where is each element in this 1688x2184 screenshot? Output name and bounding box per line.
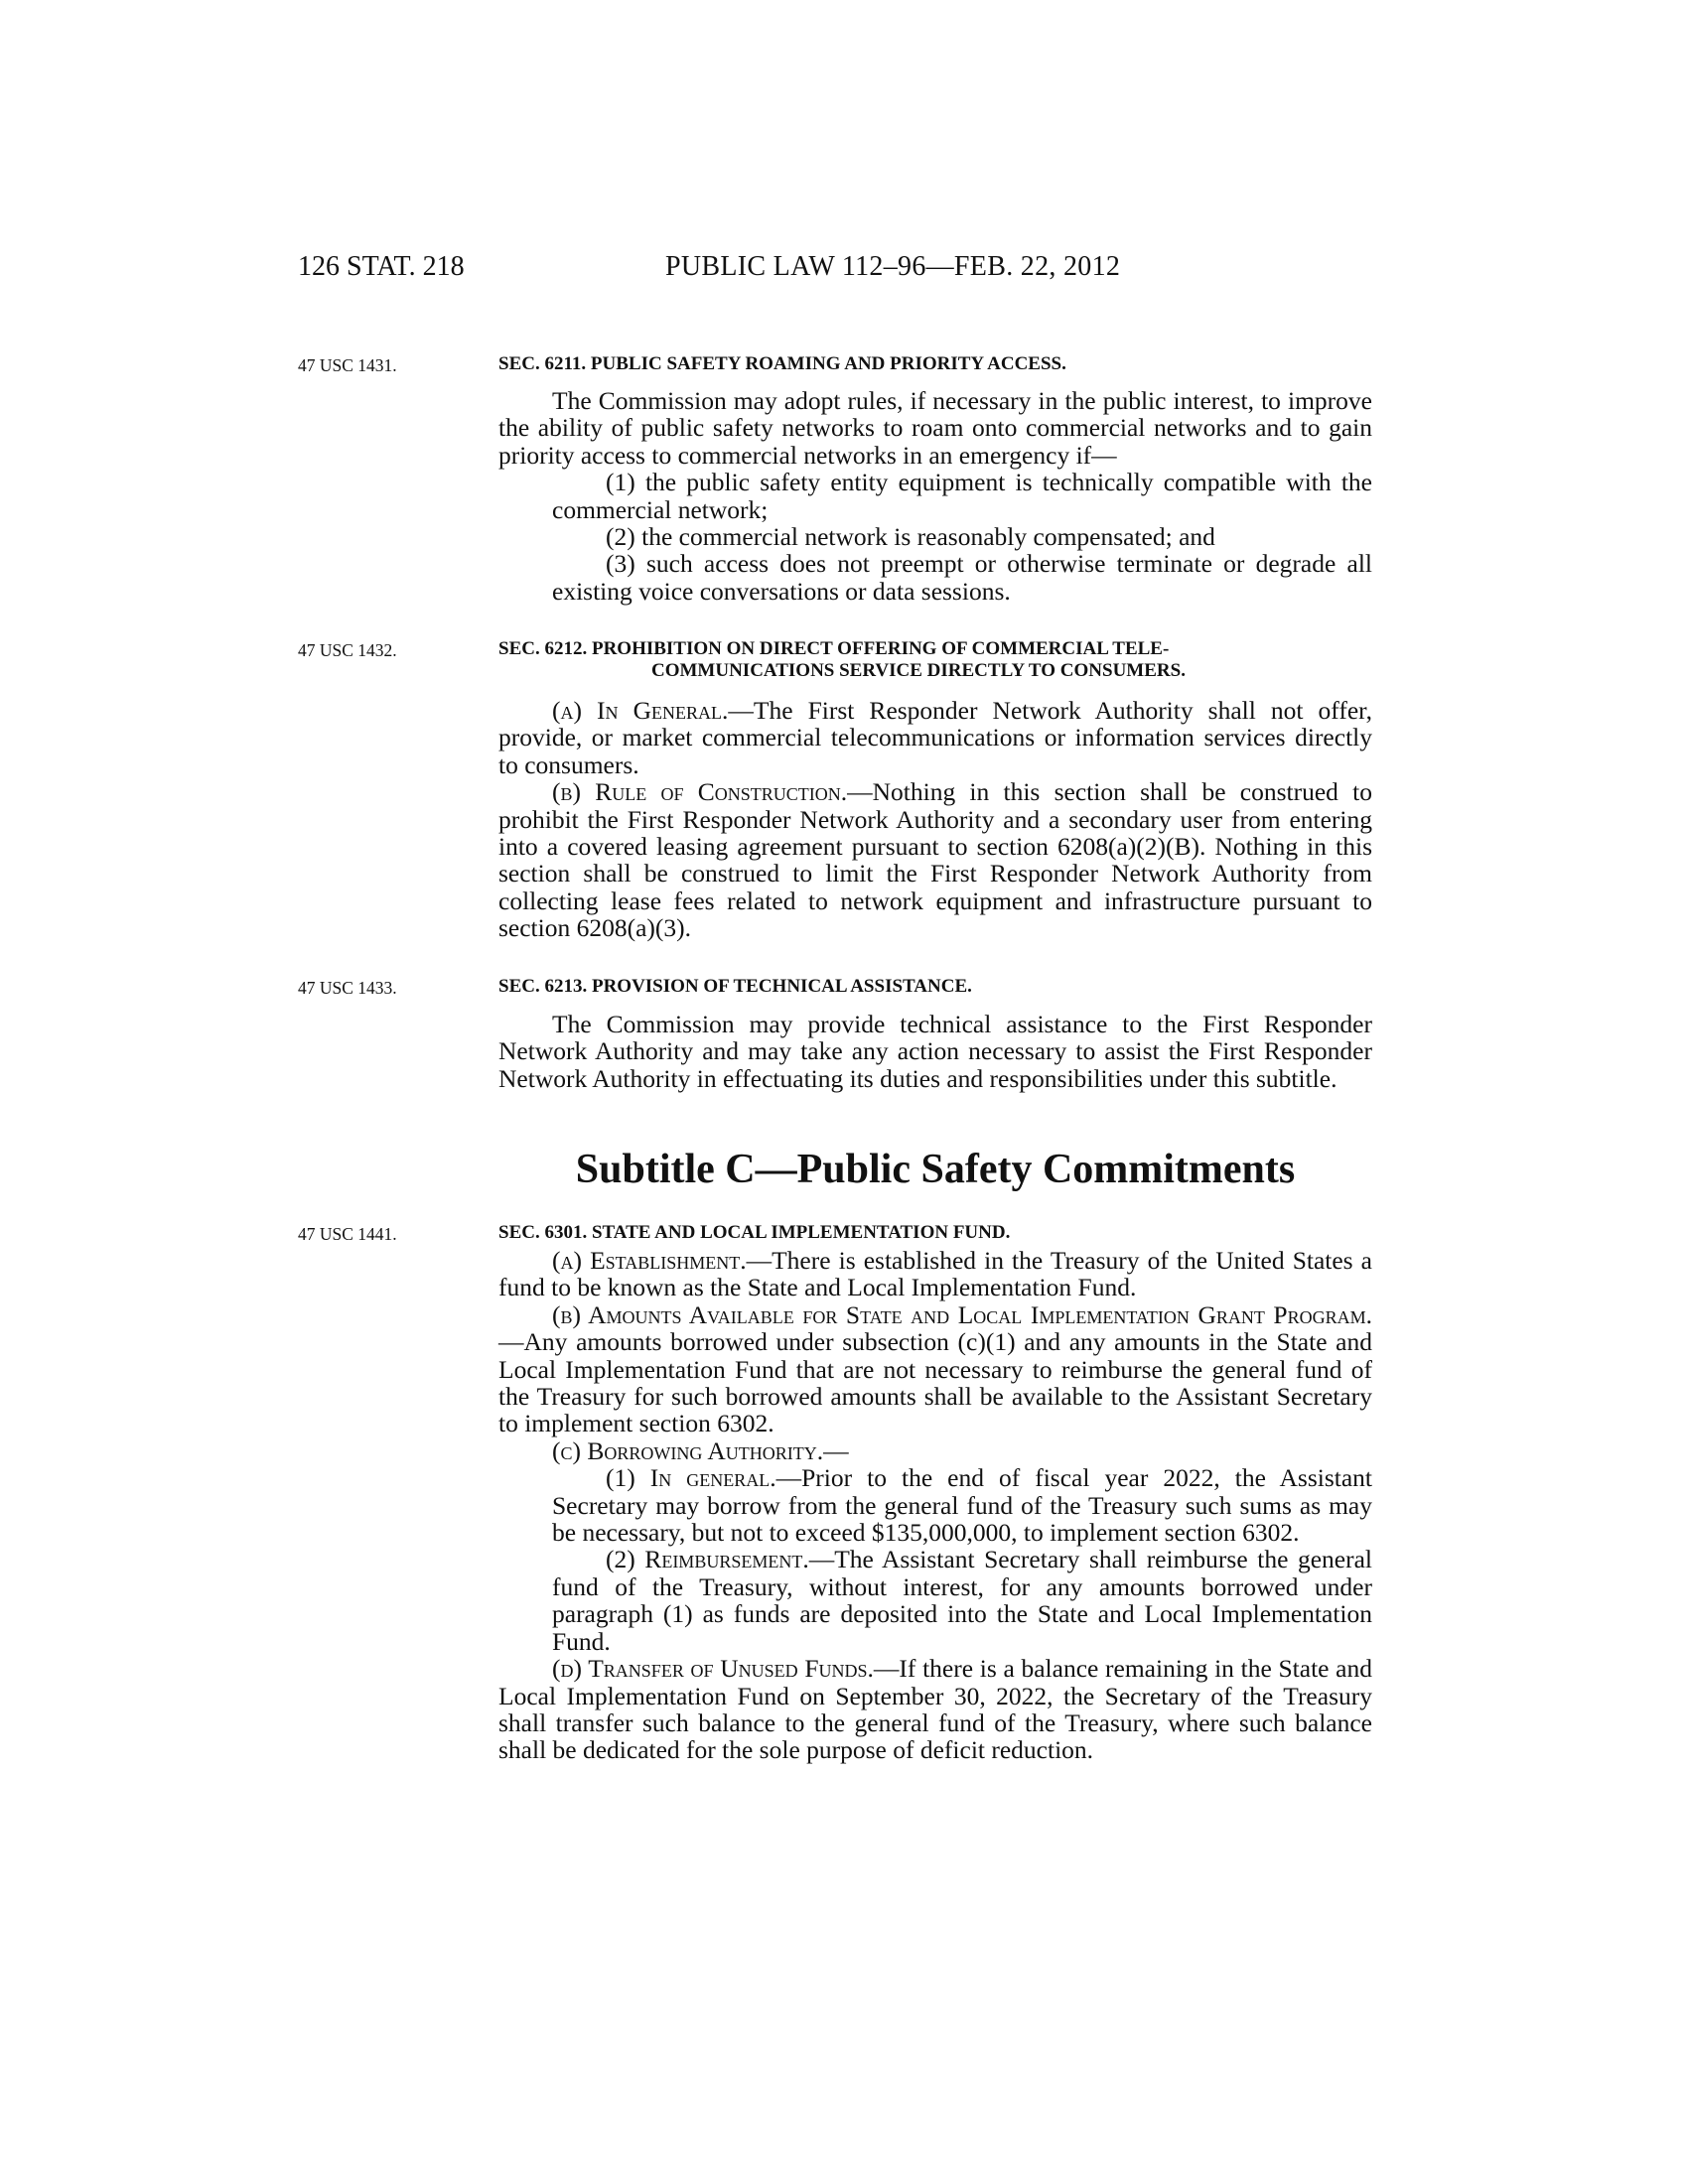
subsection-b [498,778,1372,941]
subsection-text: —If there is a balance remaining in the State and Local Implementation Fund on September 30, 2022, the Secretary of the Treasury shall transfer such balance to the general fund of the Treasury, where such balance shall be dedicated for the sole purpose of deficit reduction. [498,1654,1372,1765]
section-heading-6301: SEC. 6301. STATE AND LOCAL IMPLEMENTATION FUND. [498,1222,1011,1243]
subsection-label: (a) Establishment. [552,1246,747,1275]
paragraph: The Commission may provide technical assistance to the First Responder Network Authority and may take any action necessary to assist the First Responder Network Authority in effectuating its duties and responsibilities under this subtitle. [498,1010,1372,1093]
subsection-text: —Any amounts borrowed under subsection (c)(1) and any amounts in the State and Local Implementation Fund that are not necessary to reimburse the general fund of the Treasury for such borrowed amounts shall be available to the Assistant Secretary to implement section 6302. [498,1327,1372,1438]
list-item: (3) such access does not preempt or otherwise terminate or degrade all existing voice conversations or data sessions. [552,549,1372,606]
subsection-text: —Nothing in this section shall be construed to prohibit the First Responder Network Authority and a secondary user from entering into a covered leasing agreement pursuant to section 6208(a)(2)(B). Nothing in this section shall be construed to limit the First Responder Network Authority from collecting lease fees related to network equipment and infrastructure pursuant to section 6208(a)(3). [498,777,1372,943]
subsection-c [498,1437,1372,1464]
section-heading-6212 [498,638,1382,682]
paragraph-intro: The Commission may adopt rules, if necessary in the public interest, to improve the ability of public safety networks to roam onto commercial networks and to gain priority access to commercial networks in an emergency if— [498,386,1372,470]
margin-citation-6301: 47 USC 1441. [298,1224,397,1244]
paragraph-label: (2) Reimbursement. [606,1545,809,1574]
section-body-6212 [498,697,1372,942]
margin-citation-6211: 47 USC 1431. [298,355,397,375]
subsection-label: (a) In General. [552,696,729,725]
subsection-d [498,1655,1372,1764]
subsection-a [498,1247,1372,1301]
margin-citation-6213: 47 USC 1433. [298,978,397,998]
section-body-6211 [498,387,1372,605]
paragraph-label: (1) In general. [606,1463,776,1493]
margin-citation-6212: 47 USC 1432. [298,640,397,660]
section-heading-6211: SEC. 6211. PUBLIC SAFETY ROAMING AND PRIORITY ACCESS. [498,353,1066,374]
subsection-text: —The First Responder Network Authority shall not offer, provide, or market commercial telecommunications or information services directly to consumers. [498,696,1372,779]
list-item: (1) the public safety entity equipment is technically compatible with the commercial network; [552,468,1372,524]
paragraph-c2 [498,1546,1372,1655]
paragraph-text: —Prior to the end of fiscal year 2022, the Assistant Secretary may borrow from the general fund of the Treasury such sums as may be necessary, but not to exceed $135,000,000, to implement section 6302. [552,1463,1373,1548]
subsection-text: —There is established in the Treasury of the United States a fund to be known as the State and Local Implementation Fund. [498,1246,1373,1302]
stat-page-number: 126 STAT. 218 [298,251,465,282]
section-heading-6213: SEC. 6213. PROVISION OF TECHNICAL ASSISTANCE. [498,976,972,997]
list-item: (2) the commercial network is reasonably compensated; and [606,522,1215,552]
heading-line: SEC. 6212. PROHIBITION ON DIRECT OFFERING OF COMMERCIAL TELE- [498,638,1170,659]
subsection-label: (b) Rule of Construction. [552,777,848,807]
public-law-title: PUBLIC LAW 112–96—FEB. 22, 2012 [665,251,1121,282]
subsection-label: (b) Amounts Available for State and Local Implementation Grant Program. [552,1299,1372,1329]
subsection-label: (d) Transfer of Unused Funds. [552,1654,874,1684]
heading-line: COMMUNICATIONS SERVICE DIRECTLY TO CONSUMERS. [651,660,1186,681]
section-body-6213 [498,1011,1372,1092]
subtitle-heading: Subtitle C—Public Safety Commitments [575,1147,1296,1192]
subsection-a [498,697,1372,778]
page-header [298,251,1360,291]
paragraph-text: —The Assistant Secretary shall reimburse the general fund of the Treasury, without interest, for any amounts borrowed under paragraph (1) as funds are deposited into the State and Local Implementation Fund. [552,1545,1372,1656]
subsection-b [498,1301,1372,1437]
subsection-label: (c) Borrowing Authority.— [552,1435,849,1465]
paragraph-c1 [498,1464,1372,1546]
section-body-6301 [498,1247,1372,1764]
